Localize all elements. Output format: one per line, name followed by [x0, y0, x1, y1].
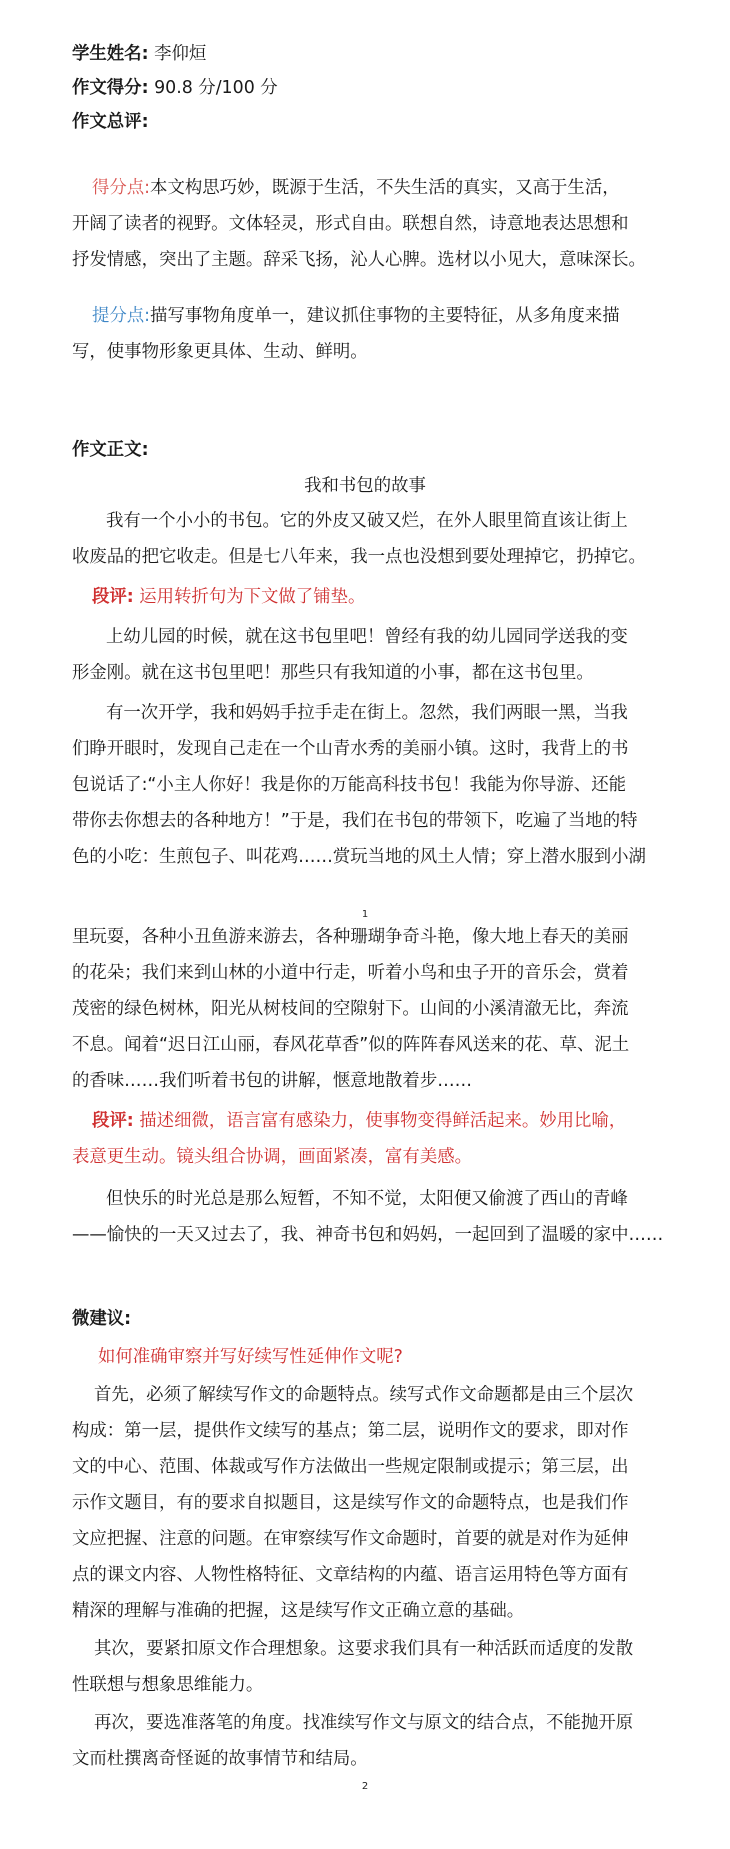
paragraph-comment-2-line-2: 表意更生动。镜头组合协调，画面紧凑，富有美感。 — [72, 1147, 472, 1167]
essay-p1-line-2: 收废品的把它收走。但是七八年来，我一点也没想到要处理掉它，扔掉它。 — [72, 547, 646, 567]
advice-p1-line-2: 构成：第一层，提供作文续写的基点；第二层，说明作文的要求，即对作 — [72, 1421, 629, 1441]
advice-question: 如何准确审察并写好续写性延伸作文呢? — [98, 1347, 403, 1367]
essay-p4-line-1: 但快乐的时光总是那么短暂，不知不觉，太阳便又偷渡了西山的青峰 — [106, 1189, 628, 1209]
student-name-value: 李仰烜 — [154, 44, 207, 64]
improve-points-label: 提分点: — [92, 306, 151, 326]
essay-p3-cont-line-3: 茂密的绿色树林，阳光从树枝间的空隙射下。山间的小溪清澈无比，奔流 — [72, 999, 629, 1019]
good-points-line-2: 开阔了读者的视野。文体轻灵，形式自由。联想自然，诗意地表达思想和 — [72, 214, 629, 234]
advice-p1-line-4: 示作文题目，有的要求自拟题目，这是续写作文的命题特点，也是我们作 — [72, 1493, 629, 1513]
paragraph-comment-2-text: 描述细微，语言富有感染力，使事物变得鲜活起来。妙用比喻， — [139, 1111, 627, 1131]
advice-p2-line-2: 性联想与想象思维能力。 — [72, 1675, 264, 1695]
overall-comment-heading: 作文总评: — [72, 112, 149, 132]
improve-points-line-2: 写，使事物形象更具体、生动、鲜明。 — [72, 342, 368, 362]
advice-p1-line-1: 首先，必须了解续写作文的命题特点。续写式作文命题都是由三个层次 — [94, 1385, 634, 1405]
essay-p3-line-2: 们睁开眼时，发现自己走在一个山青水秀的美丽小镇。这时，我背上的书 — [72, 739, 629, 759]
page-number-1: 1 — [361, 909, 369, 920]
improve-points-text: 描写事物角度单一，建议抓住事物的主要特征，从多角度来描 — [150, 306, 620, 326]
essay-p2-line-2: 形金刚。就在这书包里吧！那些只有我知道的小事，都在这书包里。 — [72, 663, 594, 683]
paragraph-comment-1-text: 运用转折句为下文做了铺垫。 — [139, 587, 366, 607]
score-value: 90.8 分/100 分 — [154, 78, 278, 98]
improve-points-line-1 — [92, 304, 620, 328]
advice-p3-line-2: 文而杜撰离奇怪诞的故事情节和结局。 — [72, 1749, 368, 1769]
essay-p3-cont-line-1: 里玩耍，各种小丑鱼游来游去，各种珊瑚争奇斗艳，像大地上春天的美丽 — [72, 927, 629, 947]
essay-title: 我和书包的故事 — [304, 476, 426, 496]
good-points-line-1 — [92, 176, 620, 200]
essay-p3-line-3: 包说话了:“小主人你好！我是你的万能高科技书包！我能为你导游、还能 — [72, 775, 626, 795]
advice-p2-line-1: 其次，要紧扣原文作合理想象。这要求我们具有一种活跃而适度的发散 — [94, 1639, 634, 1659]
score-label: 作文得分: — [72, 78, 149, 98]
advice-p3-line-1: 再次，要选准落笔的角度。找准续写作文与原文的结合点，不能抛开原 — [94, 1713, 634, 1733]
paragraph-comment-1-label: 段评: — [92, 587, 134, 607]
essay-p4-line-2: ——愉快的一天又过去了，我、神奇书包和妈妈，一起回到了温暖的家中…… — [72, 1225, 664, 1245]
essay-p3-cont-line-5: 的香味……我们听着书包的讲解，惬意地散着步…… — [72, 1071, 472, 1091]
good-points-label: 得分点: — [92, 178, 151, 198]
paragraph-comment-2-line-1 — [92, 1109, 626, 1133]
good-points-text: 本文构思巧妙，既源于生活，不失生活的真实，又高于生活， — [150, 178, 620, 198]
essay-p3-line-1: 有一次开学，我和妈妈手拉手走在街上。忽然，我们两眼一黑，当我 — [106, 703, 628, 723]
page-number-2: 2 — [361, 1781, 369, 1792]
student-name-label: 学生姓名: — [72, 44, 149, 64]
student-name-row — [72, 42, 206, 66]
essay-p3-line-4: 带你去你想去的各种地方！”于是，我们在书包的带领下，吃遍了当地的特 — [72, 811, 638, 831]
advice-p1-line-3: 文的中心、范围、体裁或写作方法做出一些规定限制或提示；第三层，出 — [72, 1457, 629, 1477]
advice-p1-line-6: 点的课文内容、人物性格特征、文章结构的内蕴、语言运用特色等方面有 — [72, 1565, 629, 1585]
essay-p3-line-5: 色的小吃：生煎包子、叫花鸡……赏玩当地的风土人情；穿上潜水服到小湖 — [72, 847, 646, 867]
advice-p1-line-7: 精深的理解与准确的把握，这是续写作文正确立意的基础。 — [72, 1601, 525, 1621]
essay-p2-line-1: 上幼儿园的时候，就在这书包里吧！曾经有我的幼儿园同学送我的变 — [106, 627, 628, 647]
advice-heading: 微建议: — [72, 1309, 132, 1329]
essay-p1-line-1: 我有一个小小的书包。它的外皮又破又烂，在外人眼里简直该让街上 — [106, 511, 628, 531]
essay-heading: 作文正文: — [72, 440, 149, 460]
advice-p1-line-5: 文应把握、注意的问题。在审察续写作文命题时，首要的就是对作为延伸 — [72, 1529, 629, 1549]
good-points-line-3: 抒发情感，突出了主题。辞采飞扬，沁人心脾。选材以小见大，意味深长。 — [72, 250, 646, 270]
paragraph-comment-2-label: 段评: — [92, 1111, 134, 1131]
essay-p3-cont-line-4: 不息。闻着“迟日江山丽，春风花草香”似的阵阵春风送来的花、草、泥土 — [72, 1035, 630, 1055]
paragraph-comment-1 — [92, 585, 365, 609]
score-row — [72, 76, 278, 100]
essay-p3-cont-line-2: 的花朵；我们来到山林的小道中行走，听着小鸟和虫子开的音乐会，赏着 — [72, 963, 629, 983]
